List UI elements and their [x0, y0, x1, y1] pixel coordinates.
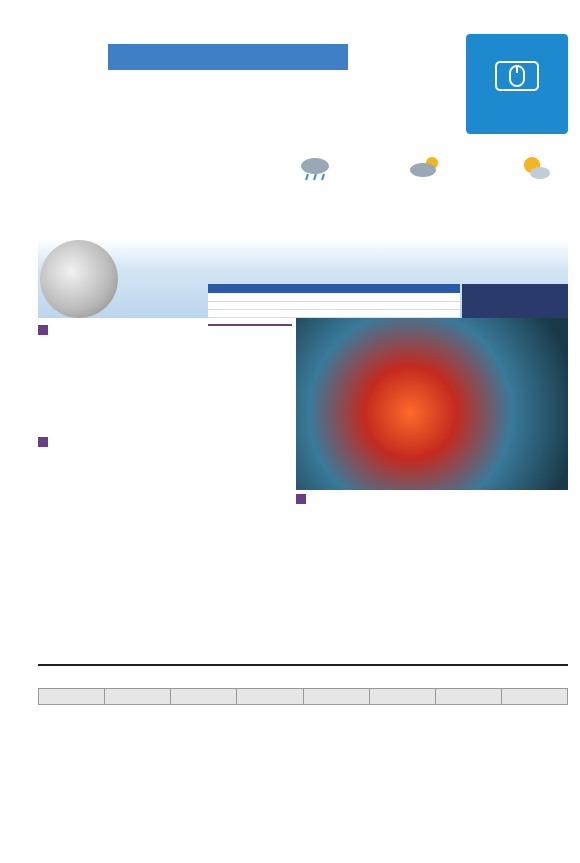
almanac-row [208, 301, 460, 309]
tariff-header [435, 689, 501, 705]
fine-text [38, 458, 292, 514]
mouse-icon [492, 58, 542, 94]
fine-heading [38, 436, 204, 452]
hand-photo [296, 318, 568, 490]
section-marker [296, 494, 306, 504]
tariff-header-row [39, 689, 568, 705]
stats-title [208, 324, 292, 326]
servizi-title [118, 72, 398, 142]
prima-tag [108, 44, 348, 70]
orto-text [38, 344, 204, 434]
section-marker [38, 325, 48, 335]
orto-heading [38, 324, 204, 340]
cell [292, 301, 334, 309]
weather-subtitle [38, 204, 188, 230]
moon-image [40, 240, 118, 318]
tariff-header [39, 689, 105, 705]
tariff-header [501, 689, 567, 705]
page-number [426, 30, 460, 58]
cell [418, 309, 460, 317]
almanac-row [208, 293, 460, 301]
cell [292, 293, 334, 301]
tariff-table [38, 688, 568, 796]
cell [376, 309, 418, 317]
tariff-footnote [38, 800, 568, 812]
cell [250, 293, 292, 301]
cell [208, 309, 250, 317]
sun-cloud-icon [518, 154, 552, 182]
atmosfera-heading [296, 492, 568, 510]
almanac-table [208, 284, 460, 318]
cell [418, 293, 460, 301]
almanac-row [208, 309, 460, 317]
cell [208, 301, 250, 309]
tariff-body [39, 705, 568, 796]
stats-box [208, 324, 292, 458]
day-forecast-1 [214, 150, 332, 246]
cell [250, 301, 292, 309]
tariff-legal-note [38, 812, 568, 824]
servizi-s-letter [40, 44, 130, 154]
tariff-header [303, 689, 369, 705]
cell [208, 293, 250, 301]
tariff-header [237, 689, 303, 705]
tariff-header [369, 689, 435, 705]
temperature-chart [38, 570, 288, 660]
day-forecast-2 [324, 150, 442, 246]
website-banner[interactable] [466, 34, 568, 134]
section-marker [38, 437, 48, 447]
cell [292, 309, 334, 317]
cell [334, 309, 376, 317]
cell [334, 293, 376, 301]
cell [250, 309, 292, 317]
almanac-header [208, 284, 460, 293]
moon-phases [462, 284, 568, 318]
tariff-header [105, 689, 171, 705]
region-maps [38, 520, 288, 566]
cell [418, 301, 460, 309]
cell [334, 301, 376, 309]
cell [376, 301, 418, 309]
atmosfera-col1 [296, 514, 428, 654]
tariff-title [38, 664, 568, 686]
tariff-header [171, 689, 237, 705]
cell [376, 293, 418, 301]
atmosfera-col2 [436, 514, 568, 654]
weather-title [38, 168, 188, 204]
day-forecast-3 [434, 150, 552, 246]
